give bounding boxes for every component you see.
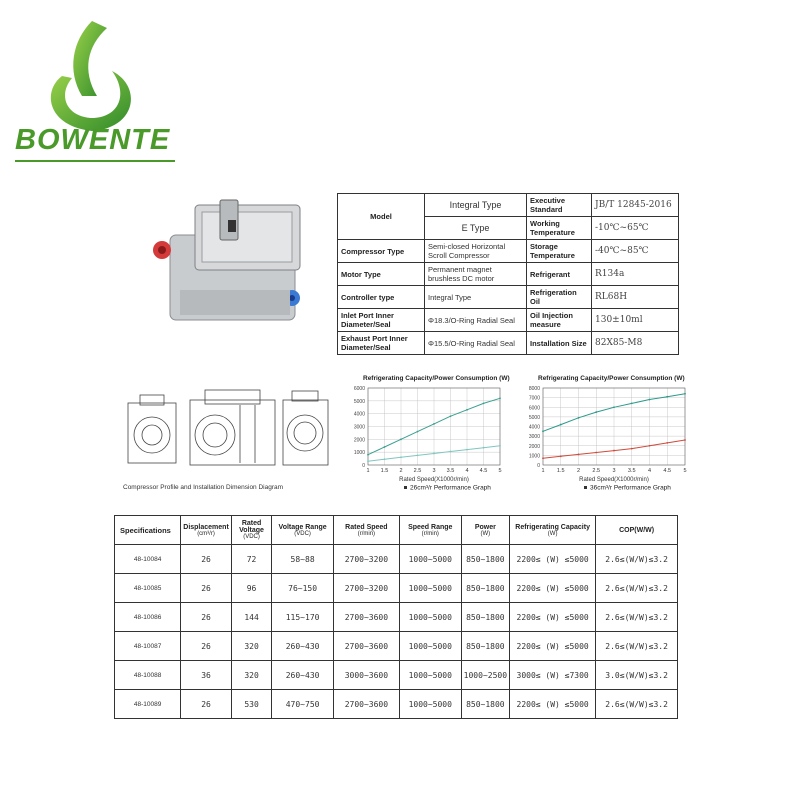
x-axis-label: Rated Speed(X1000r/min)	[399, 477, 469, 483]
series-point	[417, 431, 419, 433]
column-header-unit: (W)	[480, 530, 491, 537]
table-cell: 2700~3600	[333, 690, 399, 719]
x-tick-label: 4.5	[479, 468, 488, 474]
series-point	[631, 448, 633, 450]
column-header	[399, 516, 461, 545]
series-point	[560, 455, 562, 457]
table-row	[115, 690, 678, 719]
table-row	[338, 240, 679, 263]
table-cell: 2200≤ (W) ≤5000	[510, 545, 596, 574]
table-body	[115, 545, 678, 719]
column-header-unit: (r/min)	[421, 530, 439, 537]
legend-label: 26cm³/r Performance Graph	[410, 484, 491, 492]
y-tick-label: 5000	[353, 398, 365, 405]
table-row	[115, 574, 678, 603]
table-cell: 530	[231, 690, 271, 719]
model-value-2: E Type	[425, 217, 527, 240]
dimension-drawing	[120, 385, 335, 480]
column-header-unit: (r/min)	[357, 530, 376, 537]
row-value: Φ15.5/O-Ring Radial Seal	[425, 332, 527, 355]
column-header-unit: (VDC)	[294, 530, 311, 537]
series-point	[595, 452, 597, 454]
row-value2: 130±10ml	[592, 309, 679, 332]
table-cell: 260~430	[272, 632, 334, 661]
x-tick-label: 3	[612, 468, 616, 474]
series-point	[483, 447, 485, 449]
table-cell: 320	[231, 632, 271, 661]
column-header	[510, 516, 596, 545]
table-cell: 850~1800	[461, 603, 509, 632]
x-tick-label: 4	[647, 468, 652, 474]
series-point	[450, 415, 452, 417]
x-tick-label: 1.5	[380, 468, 389, 474]
working-temp-label: Working Temperature	[527, 217, 592, 240]
table-cell: 2.6≤(W/W)≤3.2	[596, 603, 678, 632]
y-tick-label: 4000	[353, 411, 365, 418]
series-point	[367, 460, 369, 462]
table-cell: 1000~5000	[399, 603, 461, 632]
logo-underline	[15, 160, 175, 162]
y-tick-label: 7000	[528, 395, 540, 402]
series-point	[684, 439, 686, 441]
x-tick-label: 2.5	[592, 468, 601, 474]
row-value2: -40℃~85℃	[592, 240, 679, 263]
table-cell: 26	[181, 574, 232, 603]
y-tick-label: 5000	[528, 414, 540, 421]
series-point	[649, 399, 651, 401]
x-tick-label: 5	[498, 468, 502, 474]
series-point	[367, 454, 369, 456]
table-cell: 1000~5000	[399, 661, 461, 690]
column-header	[333, 516, 399, 545]
row-label2: Refrigerant	[527, 263, 592, 286]
table-row	[115, 545, 678, 574]
x-tick-label: 1	[541, 468, 545, 474]
table-cell: 1000~5000	[399, 574, 461, 603]
column-header-name: Voltage Range	[278, 523, 327, 531]
series-point	[578, 454, 580, 456]
table-row	[338, 263, 679, 286]
series-point	[417, 454, 419, 456]
y-tick-label: 0	[362, 463, 365, 469]
logo-text: BOWENTE	[15, 124, 171, 156]
row-label2: Refrigeration Oil	[527, 286, 592, 309]
table-cell: 2700~3600	[333, 632, 399, 661]
table-cell: 2.6≤(W/W)≤3.2	[596, 574, 678, 603]
row-label: Motor Type	[338, 263, 425, 286]
row-value2: R134a	[592, 263, 679, 286]
series-point	[466, 409, 468, 411]
compressor-photo	[140, 190, 320, 340]
column-header	[181, 516, 232, 545]
table-cell: 3.0≤(W/W)≤3.2	[596, 661, 678, 690]
table-cell: 1000~2500	[461, 661, 509, 690]
y-tick-label: 3000	[528, 434, 540, 441]
y-tick-label: 1000	[528, 453, 540, 460]
exec-standard-label: Executive Standard	[527, 194, 592, 217]
x-tick-label: 2.5	[413, 468, 422, 474]
column-header-unit: (W)	[547, 530, 558, 537]
y-tick-label: 0	[537, 463, 540, 469]
table-cell: 850~1800	[461, 632, 509, 661]
column-header-name: Speed Range	[408, 523, 453, 531]
column-header	[596, 516, 678, 545]
series-point	[666, 442, 668, 444]
table-cell: 26	[181, 632, 232, 661]
table-row	[338, 286, 679, 309]
column-header-name: Refrigerating Capacity	[515, 523, 590, 531]
table-cell: 48-10086	[115, 603, 181, 632]
spec-table	[337, 193, 679, 355]
table-cell: 58~88	[272, 545, 334, 574]
series-point	[400, 438, 402, 440]
series-point	[384, 446, 386, 448]
table-cell: 48-10088	[115, 661, 181, 690]
legend-marker	[584, 486, 587, 489]
y-tick-label: 2000	[528, 443, 540, 450]
series-point	[649, 445, 651, 447]
table-cell: 26	[181, 603, 232, 632]
table-cell: 2.6≤(W/W)≤3.2	[596, 632, 678, 661]
y-tick-label: 8000	[528, 386, 540, 392]
series-point	[450, 451, 452, 453]
legend-label: 36cm³/r Performance Graph	[590, 484, 671, 492]
y-tick-label: 2000	[353, 437, 365, 444]
x-tick-label: 2	[576, 468, 581, 474]
y-tick-label: 4000	[528, 424, 540, 431]
chart-26cc	[340, 370, 510, 500]
model-label: Model	[338, 194, 425, 240]
series-point	[613, 406, 615, 408]
y-tick-label: 3000	[353, 424, 365, 431]
table-row	[115, 632, 678, 661]
table-cell: 3000≤ (W) ≤7300	[510, 661, 596, 690]
column-header	[231, 516, 271, 545]
table-cell: 2200≤ (W) ≤5000	[510, 603, 596, 632]
table-row	[338, 332, 679, 355]
table-cell: 2200≤ (W) ≤5000	[510, 574, 596, 603]
row-label2: Storage Temperature	[527, 240, 592, 263]
table-cell: 48-10087	[115, 632, 181, 661]
table-cell: 2.6≤(W/W)≤3.2	[596, 545, 678, 574]
table-cell: 470~750	[272, 690, 334, 719]
chart-title: Refrigerating Capacity/Power Consumption (W)	[538, 375, 685, 382]
row-label: Compressor Type	[338, 240, 425, 263]
row-value: Φ18.3/O-Ring Radial Seal	[425, 309, 527, 332]
table-cell: 1000~5000	[399, 632, 461, 661]
series-point	[433, 453, 435, 455]
legend-marker	[404, 486, 407, 489]
x-tick-label: 5	[683, 468, 687, 474]
chart-36cc	[515, 370, 695, 500]
series-point	[684, 393, 686, 395]
row-value: Semi-closed Horizontal Scroll Compressor	[425, 240, 527, 263]
table-cell: 2700~3600	[333, 603, 399, 632]
column-header	[272, 516, 334, 545]
column-header-name: Specifications	[120, 525, 171, 535]
table-cell: 1000~5000	[399, 690, 461, 719]
y-tick-label: 6000	[353, 386, 365, 392]
series-point	[483, 403, 485, 405]
table-cell: 26	[181, 545, 232, 574]
x-tick-label: 3	[432, 468, 436, 474]
series-point	[466, 449, 468, 451]
x-tick-label: 4.5	[663, 468, 672, 474]
column-header-name: Rated Speed	[345, 523, 388, 531]
working-temp-value: -10℃~65℃	[592, 217, 679, 240]
x-tick-label: 1.5	[556, 468, 565, 474]
row-label: Controller type	[338, 286, 425, 309]
table-cell: 2.6≤(W/W)≤3.2	[596, 690, 678, 719]
table-cell: 320	[231, 661, 271, 690]
series-point	[595, 411, 597, 413]
series-point	[631, 403, 633, 405]
table-cell: 850~1800	[461, 574, 509, 603]
series-point	[499, 445, 501, 447]
row-value: Integral Type	[425, 286, 527, 309]
table-row	[338, 194, 679, 217]
model-value-1: Integral Type	[425, 194, 527, 217]
table-row	[115, 603, 678, 632]
table-cell: 850~1800	[461, 545, 509, 574]
column-header-unit: (VDC)	[243, 534, 260, 540]
series-point	[384, 458, 386, 460]
series-point	[560, 424, 562, 426]
column-header-name: Rated Voltage	[239, 520, 264, 534]
table-cell: 260~430	[272, 661, 334, 690]
series-point	[542, 457, 544, 459]
table-cell: 72	[231, 545, 271, 574]
table-cell: 48-10084	[115, 545, 181, 574]
series-point	[666, 396, 668, 398]
column-header-name: Displacement	[183, 523, 229, 531]
table-cell: 2700~3200	[333, 545, 399, 574]
row-label: Inlet Port Inner Diameter/Seal	[338, 309, 425, 332]
x-tick-label: 3.5	[446, 468, 455, 474]
exec-standard-value: JB/T 12845-2016	[592, 194, 679, 217]
table-cell: 76~150	[272, 574, 334, 603]
table-cell: 3000~3600	[333, 661, 399, 690]
column-header-unit: (cm³/r)	[197, 530, 215, 537]
table-cell: 2200≤ (W) ≤5000	[510, 632, 596, 661]
table-cell: 26	[181, 690, 232, 719]
y-tick-label: 6000	[528, 405, 540, 412]
table-cell: 115~170	[272, 603, 334, 632]
row-label2: Installation Size	[527, 332, 592, 355]
table-cell: 850~1800	[461, 690, 509, 719]
table-cell: 144	[231, 603, 271, 632]
row-label: Exhaust Port Inner Diameter/Seal	[338, 332, 425, 355]
series-point	[613, 450, 615, 452]
table-cell: 1000~5000	[399, 545, 461, 574]
series-point	[499, 397, 501, 399]
x-tick-label: 3.5	[627, 468, 636, 474]
table-row	[338, 309, 679, 332]
drawing-caption: Compressor Profile and Installation Dimension Diagram	[123, 484, 284, 491]
table-cell: 36	[181, 661, 232, 690]
x-axis-label: Rated Speed(X1000r/min)	[579, 477, 649, 483]
model-spec-table	[114, 515, 678, 719]
x-tick-label: 4	[465, 468, 469, 474]
column-header	[115, 516, 181, 545]
row-value2: 82X85-M8	[592, 332, 679, 355]
series-point	[433, 423, 435, 425]
x-tick-label: 2	[399, 468, 403, 474]
table-cell: 48-10085	[115, 574, 181, 603]
table-cell: 48-10089	[115, 690, 181, 719]
y-tick-label: 1000	[353, 450, 365, 457]
table-cell: 2700~3200	[333, 574, 399, 603]
row-value: Permanent magnet brushless DC motor	[425, 263, 527, 286]
table-cell: 2200≤ (W) ≤5000	[510, 690, 596, 719]
column-header	[461, 516, 509, 545]
series-point	[578, 417, 580, 419]
table-header-row	[115, 516, 678, 545]
column-header-name: Power	[474, 523, 496, 531]
table-cell: 96	[231, 574, 271, 603]
row-value2: RL68H	[592, 286, 679, 309]
row-label2: Oil Injection measure	[527, 309, 592, 332]
chart-title: Refrigerating Capacity/Power Consumption (W)	[363, 375, 510, 382]
series-point	[542, 430, 544, 432]
series-point	[400, 456, 402, 458]
table-row	[115, 661, 678, 690]
column-header-name: COP(W/W)	[619, 526, 655, 534]
x-tick-label: 1	[366, 468, 370, 474]
